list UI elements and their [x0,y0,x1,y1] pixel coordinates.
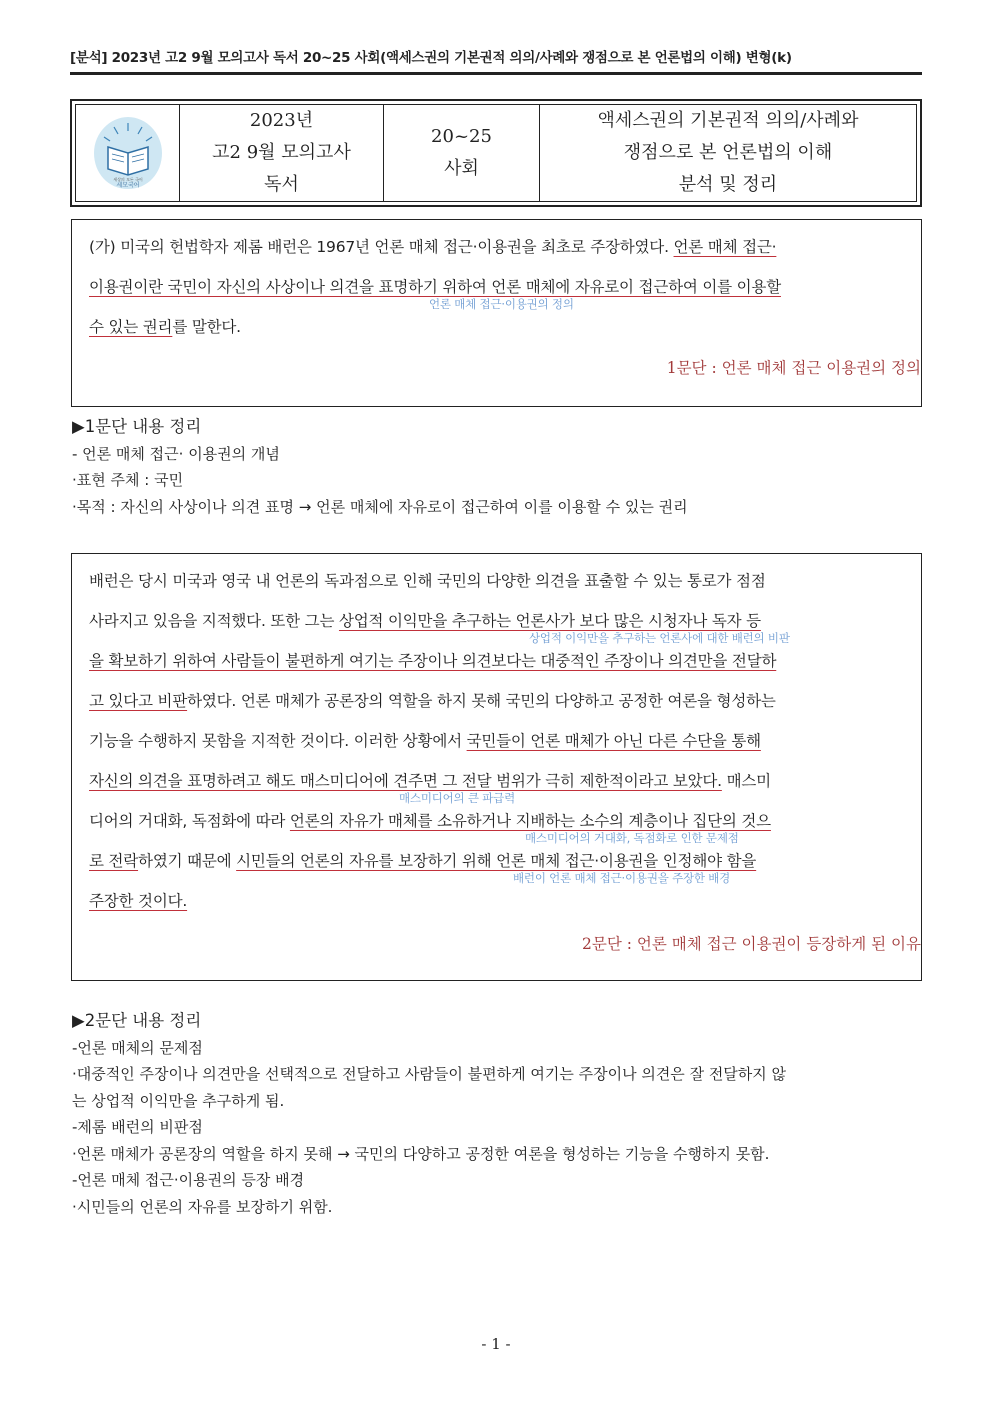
summary-line: -제롬 배런의 비판점 [72,1118,203,1136]
summary-line: ·대중적인 주장이나 의견만을 선택적으로 전달하고 사람들이 불편하게 여기는 주장이나 의견은 잘 전달하지 않 [72,1065,787,1083]
paragraph-1-conclusion: 1문단 : 언론 매체 접근 이용권의 정의 [666,359,921,377]
annotation-note: 배런이 언론 매체 접근·이용권을 주장한 배경 [513,871,731,885]
summary-line: -언론 매체 접근·이용권의 등장 배경 [72,1171,305,1189]
annotation-note: 매스미디어의 큰 파급력 [399,791,515,805]
logo-cell [76,105,180,201]
paragraph-2-box [71,553,922,981]
summary-line: 는 상업적 이익만을 추구하게 됨. [72,1091,285,1110]
paragraph-2-text: 배런은 당시 미국과 영국 내 언론의 독과점으로 인해 국민의 다양한 의견을 표출할 수 있는 통로가 점점 사라지고 있음을 지적했다. 또한 그는 상업적 이익만을 추구하는 언론사가 보다 많은 시청자나 독자 등 상업적 이익만을 추구하는 언론사에 대한 배런의 비판 을 확보하기 위하여 사람들이 불편하게 여기는 주장이나 의견보다는 대중적인 주장이나 의견만을 전달하 고 있다고 비판하였다. 언론 매체가 공론장의 역할을 하지 못해 국민의 다양하고 공정한 여론을 형성하는 기능을 수행하지 못함을 지적한 것이다. 이러한 상황에서 국민들이 언론 매체가 아닌 다른 수단을 통해 자신의 의견을 표명하려고 해도 매스미디어에 견주면 그 전달 범위가 극히 제한적이라고 보았다. 매스미 매스미디어의 큰 파급력 디어의 거대화, 독점화에 따라 언론의 자유가 매체를 소유하거나 지배하는 소수의 계층이나 집단의 것으 매스미디어의 거대화, 독점화로 인한 문제점 로 전락하였기 때문에 시민들의 언론의 자유를 보장하기 위해 언론 매체 접근·이용권을 인정해야 함을 배런이 언론 매체 접근·이용권을 주장한 배경 주장한 것이다. [89,572,790,910]
title-table [70,99,922,207]
book-logo-icon [90,113,166,193]
topic-cell: 액세스권의 기본권적 의의/사례와 쟁점으로 본 언론법의 이해 분석 및 정리 [597,110,859,195]
summary-2 [72,1008,924,1220]
summary-line: - 언론 매체 접근· 이용권의 개념 [72,444,280,463]
annotation-note: 상업적 이익만을 추구하는 언론사에 대한 배런의 비판 [529,631,790,645]
page-number: - 1 - [481,1335,511,1353]
annotation-note: 언론 매체 접근·이용권의 정의 [429,297,574,311]
paragraph-1-text: (가) 미국의 헌법학자 제롬 배런은 1967년 언론 매체 접근·이용권을 최초로 주장하였다. 언론 매체 접근· 이용권이란 국민이 자신의 사상이나 의견을 표명하기 위하여 언론 매체에 자유로이 접근하여 이를 이용할 언론 매체 접근·이용권의 정의 수 있는 권리를 말한다. [89,238,781,336]
summary-1-title: ▶1문단 내용 정리 [72,417,202,436]
summary-line: -언론 매체의 문제점 [72,1038,203,1057]
svg-text:세모국어: 세모국어 [115,182,140,189]
summary-line: ·시민들의 언론의 자유를 보장하기 위함. [72,1197,333,1216]
annotation-note: 매스미디어의 거대화, 독점화로 인한 문제점 [525,831,739,845]
paragraph-2-conclusion: 2문단 : 언론 매체 접근 이용권이 등장하게 된 이유 [582,935,921,953]
summary-1 [72,414,924,520]
summary-line: ·언론 매체가 공론장의 역할을 하지 못해 → 국민의 다양하고 공정한 여론을 형성하는 기능을 수행하지 못함. [72,1144,770,1163]
summary-line: ·표현 주체 : 국민 [72,471,184,489]
range-cell: 20~25 사회 [384,105,540,201]
page-header: [분석] 2023년 고2 9월 모의고사 독서 20~25 사회(액세스권의 기본권적 의의/사례와 쟁점으로 본 언론법의 이해) 변형(k) [70,46,922,75]
summary-2-title: ▶2문단 내용 정리 [72,1011,202,1030]
exam-cell: 2023년 고2 9월 모의고사 독서 [180,105,384,201]
paragraph-1-box [71,219,922,407]
svg-text:세상의 모든 국어: 세상의 모든 국어 [112,177,143,182]
summary-line: ·목적 : 자신의 사상이나 의견 표명 → 언론 매체에 자유로이 접근하여 이를 이용할 수 있는 권리 [72,497,688,516]
